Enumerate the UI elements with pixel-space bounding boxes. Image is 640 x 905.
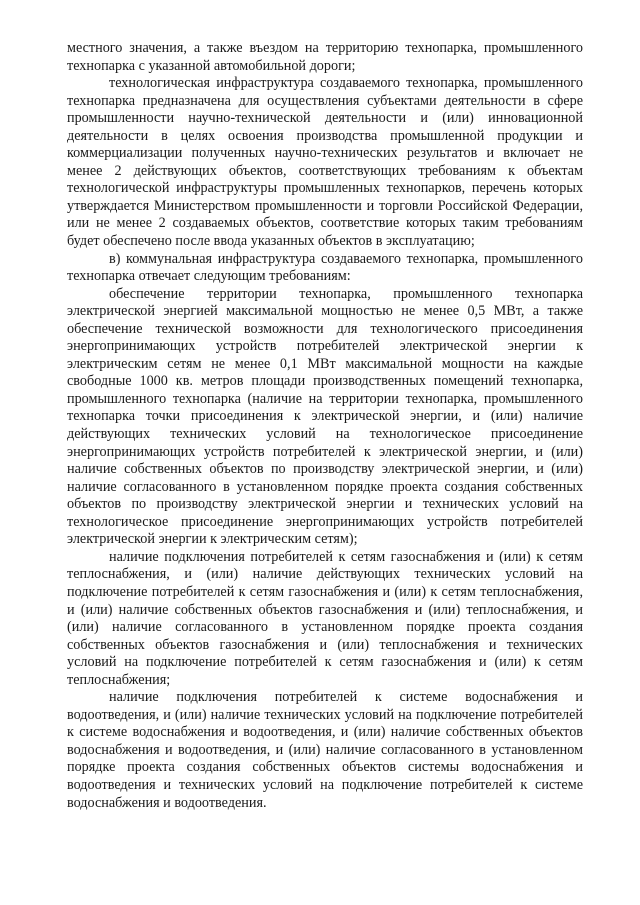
- paragraph-continuation: местного значения, а также въездом на территорию технопарка, промышленного технопарка с указанной автомобильной дороги;: [67, 40, 583, 74]
- paragraph-communal-infrastructure: в) коммунальная инфраструктура создаваемого технопарка, промышленного технопарка отвечает следующим требованиям:: [67, 250, 583, 285]
- document-page: [67, 40, 583, 812]
- paragraph-gas-heat-supply: наличие подключения потребителей к сетям газоснабжения и (или) к сетям теплоснабжения, и (или) наличие действующих технических условий на подключение потребителей к сетям газоснабжения и (или) к сетям теплоснабжения, и (или) наличие собственных объектов газоснабжения и (или) теплоснабжения, и (или) наличие согласованного в установленном порядке проекта создания собственных объектов газоснабжения и (или) теплоснабжения и технических условий на подключение потребителей к сетям газоснабжения и (или) к сетям теплоснабжения;: [67, 548, 583, 688]
- paragraph-electricity-supply: обеспечение территории технопарка, промышленного технопарка электрической энергией максимальной мощностью не менее 0,5 МВт, а также обеспечение технической возможности для технологического присоединения энергопринимающих устройств потребителей электрической энергии к электрическим сетям не менее 0,1 МВт максимальной мощности на каждые свободные 1000 кв. метров площади производственных помещений технопарка, промышленного технопарка (наличие на территории технопарка, промышленного технопарка точки присоединения к электрической энергии, и (или) наличие действующих технических условий на технологическое присоединение энергопринимающих устройств потребителей к электрической энергии, и (или) наличие собственных объектов по производству электрической энергии, и (или) наличие согласованного в установленном порядке проекта создания собственных объектов по производству электрической энергии и технических условий на технологическое присоединение энергопринимающих устройств потребителей электрической энергии к электрическим сетям);: [67, 285, 583, 548]
- paragraph-water-supply: наличие подключения потребителей к системе водоснабжения и водоотведения, и (или) наличие технических условий на подключение потребителей к системе водоснабжения и водоотведения, и (или) наличие собственных объектов водоснабжения и водоотведения, и (или) наличие согласованного в установленном порядке проекта создания собственных объектов системы водоснабжения и водоотведения и технических условий на подключение потребителей к системе водоснабжения и водоотведения.: [67, 689, 583, 811]
- paragraph-technological-infrastructure: технологическая инфраструктура создаваемого технопарка, промышленного технопарка предназначена для осуществления субъектами деятельности в сфере промышленности научно-технической деятельности и (или) инновационной деятельности в целях освоения производства промышленной продукции и коммерциализации полученных научно-технических результатов и включает не менее 2 действующих объектов, соответствующих требованиям к объектам технологической инфраструктуры промышленных технопарков, перечень которых утверждается Министерством промышленности и торговли Российской Федерации, или не менее 2 создаваемых объектов, соответствие которых таким требованиям будет обеспечено после ввода указанных объектов в эксплуатацию;: [67, 75, 583, 250]
